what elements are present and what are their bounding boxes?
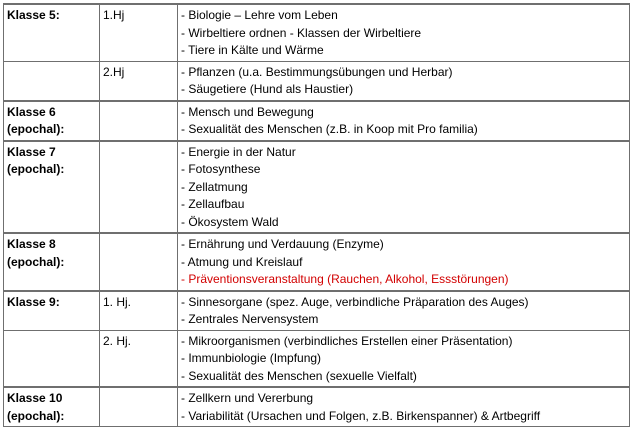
topic-item: - Ökosystem Wald xyxy=(181,214,279,229)
grade-cell xyxy=(4,61,100,101)
topic-item: - Zellaufbau xyxy=(181,197,245,211)
table-row xyxy=(4,330,630,387)
topics-cell xyxy=(178,330,630,387)
topic-item: - Atmung und Kreislauf xyxy=(181,254,303,269)
topic-item: - Sexualität des Menschen (z.B. in Koop mit Pro familia) xyxy=(181,122,478,136)
topic-item: - Energie in der Natur xyxy=(181,144,296,159)
topics-cell xyxy=(178,141,630,234)
topics-cell xyxy=(178,233,630,291)
half-year-cell xyxy=(100,141,178,234)
topic-item: - Immunbiologie (Impfung) xyxy=(181,351,322,365)
topics-cell xyxy=(178,387,630,427)
topics-cell xyxy=(178,101,630,141)
topic-item: - Sexualität des Menschen (sexuelle Vielfalt) xyxy=(181,368,417,383)
grade-cell: Klasse 5: xyxy=(4,4,100,61)
grade-cell: Klasse 6 (epochal): xyxy=(4,101,100,141)
table-row xyxy=(4,141,630,234)
half-year-cell xyxy=(100,233,178,291)
curriculum-table xyxy=(3,3,630,427)
half-year-cell: 1. Hj. xyxy=(100,291,178,331)
grade-cell: Klasse 7 (epochal): xyxy=(4,141,100,234)
topic-item: - Tiere in Kälte und Wärme xyxy=(181,43,324,57)
topic-item-highlighted: - Präventionsveranstaltung (Rauchen, Alkohol, Essstörungen) xyxy=(181,272,509,286)
grade-cell: Klasse 10 (epochal): xyxy=(4,387,100,427)
table-row xyxy=(4,61,630,101)
grade-cell xyxy=(4,330,100,387)
topic-item: - Pflanzen (u.a. Bestimmungsübungen und Herbar) xyxy=(181,64,453,79)
half-year-cell: 2. Hj. xyxy=(100,330,178,387)
topics-cell xyxy=(178,4,630,61)
topic-item: - Fotosynthese xyxy=(181,162,261,176)
half-year-cell xyxy=(100,387,178,427)
half-year-cell xyxy=(100,101,178,141)
topic-item: - Säugetiere (Hund als Haustier) xyxy=(181,82,354,96)
topic-item: - Biologie – Lehre vom Leben xyxy=(181,8,338,22)
table-row xyxy=(4,291,630,331)
topic-item: - Mikroorganismen (verbindliches Erstellen einer Präsentation) xyxy=(181,333,513,348)
topic-item: - Variabilität (Ursachen und Folgen, z.B. Birkenspanner) & Artbegriff xyxy=(181,408,541,423)
topic-item: - Zentrales Nervensystem xyxy=(181,312,319,326)
topics-cell xyxy=(178,291,630,331)
half-year-cell: 2.Hj xyxy=(100,61,178,101)
topic-item: - Zellatmung xyxy=(181,179,248,194)
topic-item: - Zellkern und Vererbung xyxy=(181,391,314,405)
table-row xyxy=(4,4,630,61)
topic-item: - Sinnesorgane (spez. Auge, verbindliche Präparation des Auges) xyxy=(181,294,529,309)
table-row xyxy=(4,387,630,427)
topic-item: - Ernährung und Verdauung (Enzyme) xyxy=(181,237,384,251)
topic-item: - Mensch und Bewegung xyxy=(181,104,314,119)
table-row xyxy=(4,233,630,291)
table-row xyxy=(4,101,630,141)
half-year-cell: 1.Hj xyxy=(100,4,178,61)
topics-cell xyxy=(178,61,630,101)
grade-cell: Klasse 9: xyxy=(4,291,100,331)
topic-item: - Wirbeltiere ordnen - Klassen der Wirbeltiere xyxy=(181,25,422,40)
grade-cell: Klasse 8 (epochal): xyxy=(4,233,100,291)
